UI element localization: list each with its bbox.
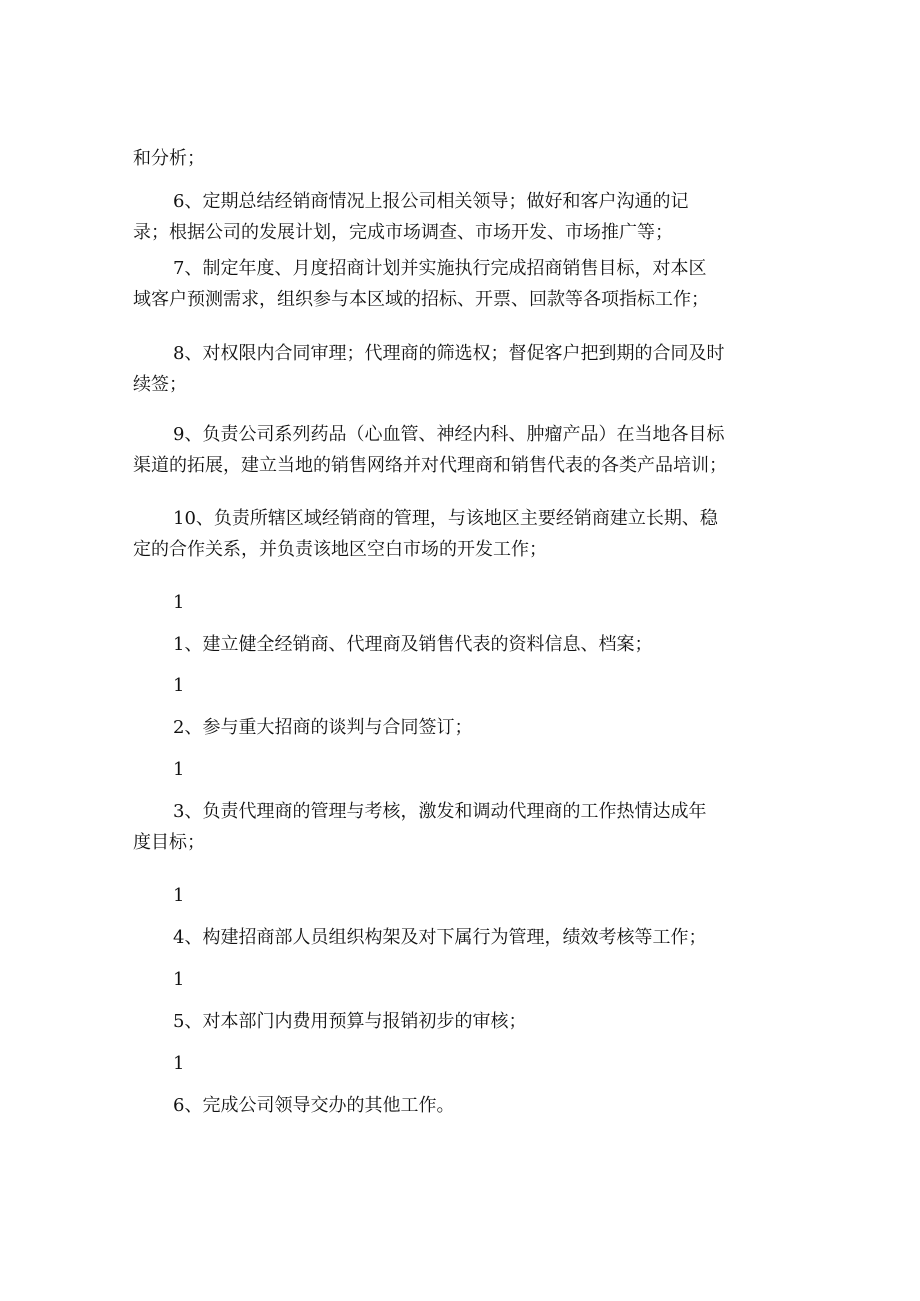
paragraph-item-8 xyxy=(133,338,793,400)
text-line: 1、建立健全经销商、代理商及销售代表的资料信息、档案； xyxy=(173,634,653,655)
text-line: 3、负责代理商的管理与考核，激发和调动代理商的工作热情达成年 xyxy=(173,801,707,822)
text-line: 1 xyxy=(173,592,185,613)
text-line: 9、负责公司系列药品（心血管、神经内科、肿瘤产品）在当地各目标 xyxy=(173,424,725,445)
paragraph-duty-5 xyxy=(133,1006,793,1037)
text-line: 1 xyxy=(173,675,185,696)
paragraph-duty-1 xyxy=(133,629,793,660)
text-line: 1 xyxy=(173,1053,185,1074)
text-line: 7、制定年度、月度招商计划并实施执行完成招商销售目标，对本区 xyxy=(173,258,707,279)
text-line: 6、定期总结经销商情况上报公司相关领导；做好和客户沟通的记 xyxy=(173,191,689,212)
text-line: 1 xyxy=(173,759,185,780)
paragraph-duty-2 xyxy=(133,712,793,743)
paragraph-duty-4 xyxy=(133,922,793,953)
text-line: 域客户预测需求，组织参与本区域的招标、开票、回款等各项指标工作； xyxy=(133,289,709,310)
text-line: 渠道的拓展，建立当地的销售网络并对代理商和销售代表的各类产品培训； xyxy=(133,455,727,476)
marker-line xyxy=(133,754,793,785)
text-line: 10、负责所辖区域经销商的管理，与该地区主要经销商建立长期、稳 xyxy=(173,508,718,529)
paragraph-item-7 xyxy=(133,253,793,315)
text-line: 续签； xyxy=(133,374,187,395)
paragraph-item-10 xyxy=(133,503,793,565)
text-line: 4、构建招商部人员组织构架及对下属行为管理，绩效考核等工作； xyxy=(173,927,707,948)
text-line: 定的合作关系，并负责该地区空白市场的开发工作； xyxy=(133,539,547,560)
text-line: 1 xyxy=(173,969,185,990)
marker-line xyxy=(133,880,793,911)
paragraph-continuation xyxy=(133,143,793,174)
text-line: 2、参与重大招商的谈判与合同签订； xyxy=(173,717,473,738)
text-line: 和分析； xyxy=(133,148,205,169)
text-line: 5、对本部门内费用预算与报销初步的审核； xyxy=(173,1011,527,1032)
text-line: 8、对权限内合同审理；代理商的筛选权；督促客户把到期的合同及时 xyxy=(173,343,725,364)
paragraph-duty-3 xyxy=(133,796,793,858)
paragraph-item-9 xyxy=(133,419,793,481)
text-line: 度目标； xyxy=(133,832,205,853)
marker-line xyxy=(133,964,793,995)
paragraph-item-6 xyxy=(133,186,793,248)
marker-line xyxy=(133,587,793,618)
text-line: 1 xyxy=(173,885,185,906)
paragraph-duty-6 xyxy=(133,1090,793,1121)
text-line: 6、完成公司领导交办的其他工作。 xyxy=(173,1095,455,1116)
marker-line xyxy=(133,1048,793,1079)
marker-line xyxy=(133,670,793,701)
text-line: 录；根据公司的发展计划，完成市场调查、市场开发、市场推广等； xyxy=(133,222,673,243)
